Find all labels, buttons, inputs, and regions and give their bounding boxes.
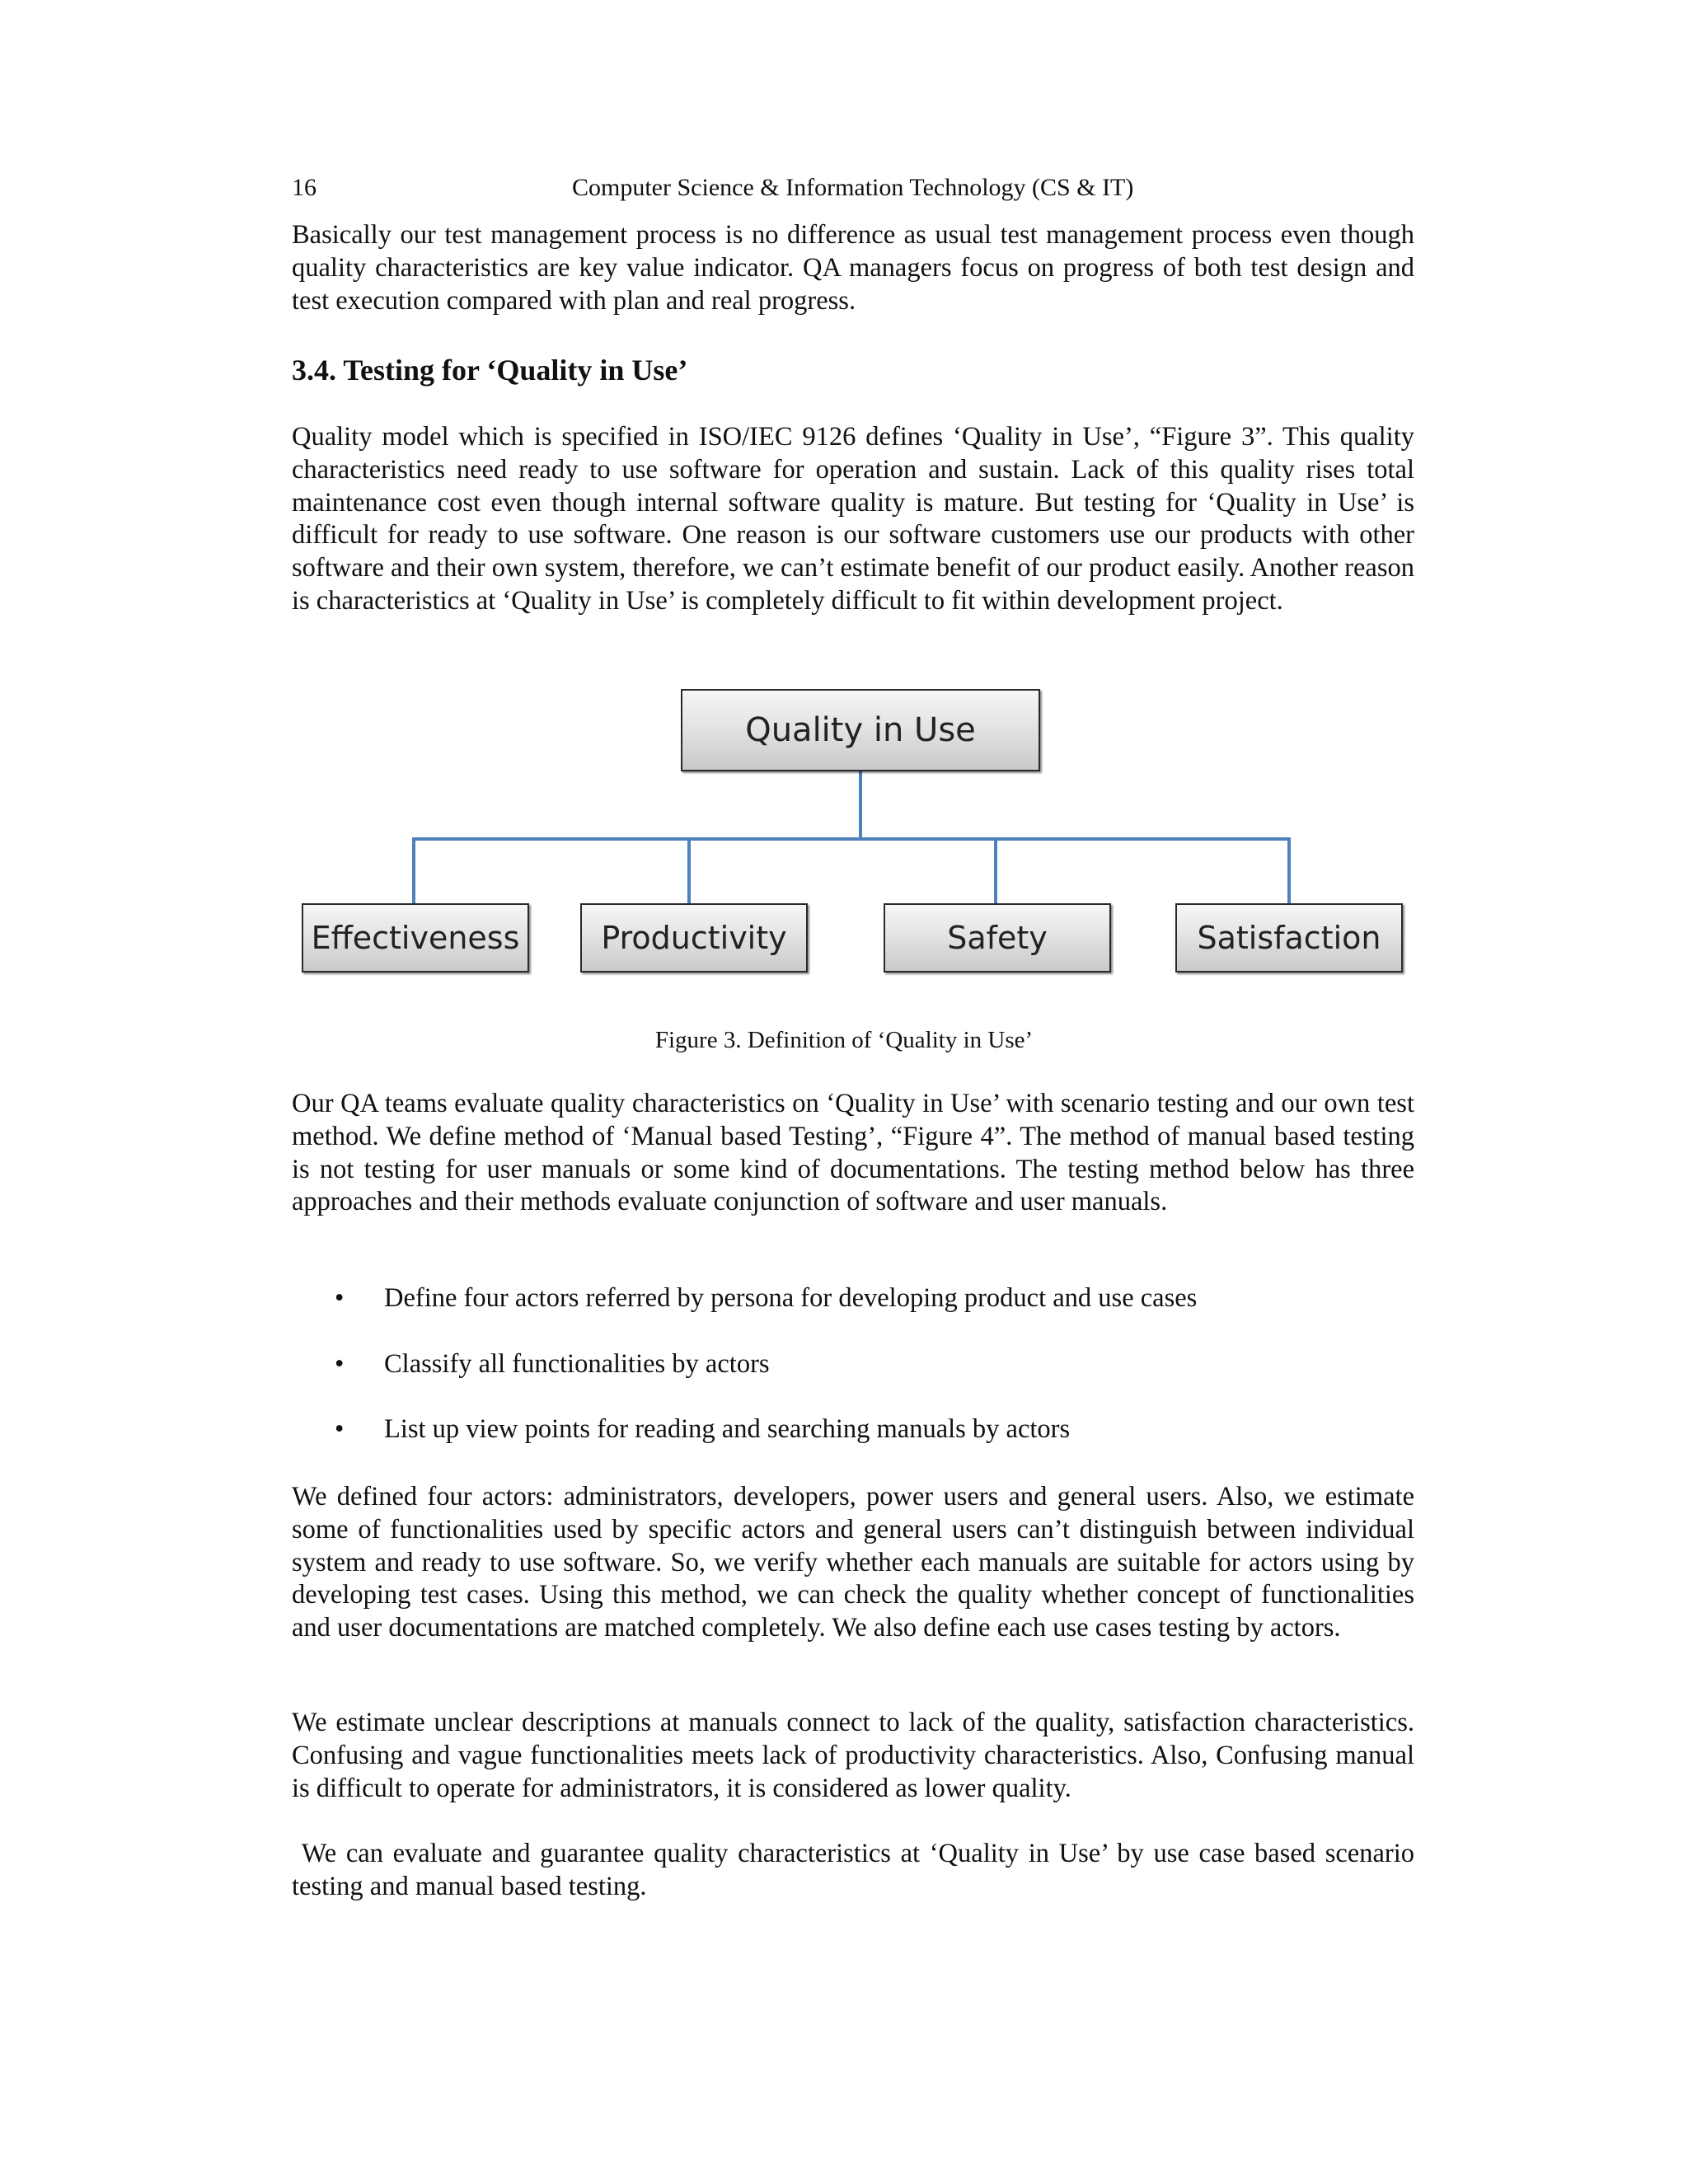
diagram-node-quality-in-use: Quality in Use xyxy=(681,689,1040,771)
figure-caption: Figure 3. Definition of ‘Quality in Use’ xyxy=(654,1027,1034,1053)
quality-in-use-diagram xyxy=(292,684,1414,1014)
journal-title: Computer Science & Information Technology (CS & IT) xyxy=(572,174,1134,201)
bullet-icon: • xyxy=(335,1414,345,1444)
page-header xyxy=(292,171,1414,204)
list-item-text: Define four actors referred by persona for developing product and use cases xyxy=(384,1283,1198,1313)
diagram-node-productivity: Productivity xyxy=(580,903,808,972)
bullet-icon: • xyxy=(335,1283,345,1313)
section-title: 3.4. Testing for ‘Quality in Use’ xyxy=(292,354,688,387)
paragraph-quality-model: Quality model which is specified in ISO/IEC 9126 defines ‘Quality in Use’, “Figure 3”. This quality characteristics need ready to use software for operation and sustain. Lack of this quality rises total maintenance cost even though internal software quality is mature. But testing for ‘Quality in Use’ is difficult for ready to use software. One reason is our software customers use our products with other software and their own system, therefore, we can’t estimate benefit of our product easily. Another reason is characteristics at ‘Quality in Use’ is completely difficult to fit within development project. xyxy=(292,422,1414,616)
paragraph-conclusion: We can evaluate and guarantee quality characteristics at ‘Quality in Use’ by use case based scenario testing and manual based testing. xyxy=(292,1839,1422,1901)
paragraph-four-actors: We defined four actors: administrators, developers, power users and general users. Also, we estimate some of functionalities used by specific actors and general users can’t distinguish between individual system and ready to use software. So, we verify whether each manuals are suitable for actors using by developing test cases. Using this method, we can check the quality whether concept of functionalities and user documentations are matched completely. We also define each use cases testing by actors. xyxy=(292,1482,1414,1643)
diagram-node-safety: Safety xyxy=(884,903,1111,972)
approach-list xyxy=(292,1282,1414,1479)
list-item xyxy=(292,1413,1414,1446)
list-item xyxy=(292,1347,1414,1380)
diagram-node-satisfaction: Satisfaction xyxy=(1175,903,1403,972)
list-item-text: List up view points for reading and searching manuals by actors xyxy=(384,1414,1071,1444)
page-number: 16 xyxy=(292,174,316,201)
paragraph-qa-teams: Our QA teams evaluate quality characteristics on ‘Quality in Use’ with scenario testing and our own test method. We define method of ‘Manual based Testing’, “Figure 4”. The method of manual based testing is not testing for user manuals or some kind of documentations. The testing method below has three approaches and their methods evaluate conjunction of software and user manuals. xyxy=(292,1089,1414,1217)
intro-paragraph: Basically our test management process is no difference as usual test management process even though quality characteristics are key value indicator. QA managers focus on progress of both test design and test execution compared with plan and real progress. xyxy=(292,220,1414,316)
list-item xyxy=(292,1282,1414,1315)
bullet-icon: • xyxy=(335,1348,345,1379)
diagram-node-effectiveness: Effectiveness xyxy=(302,903,529,972)
list-item-text: Classify all functionalities by actors xyxy=(384,1348,770,1379)
paragraph-unclear-descriptions: We estimate unclear descriptions at manuals connect to lack of the quality, satisfaction characteristics. Confusing and vague functionalities meets lack of productivity characteristics. Also, Confusing manual is difficult to operate for administrators, it is considered as lower quality. xyxy=(292,1708,1414,1803)
